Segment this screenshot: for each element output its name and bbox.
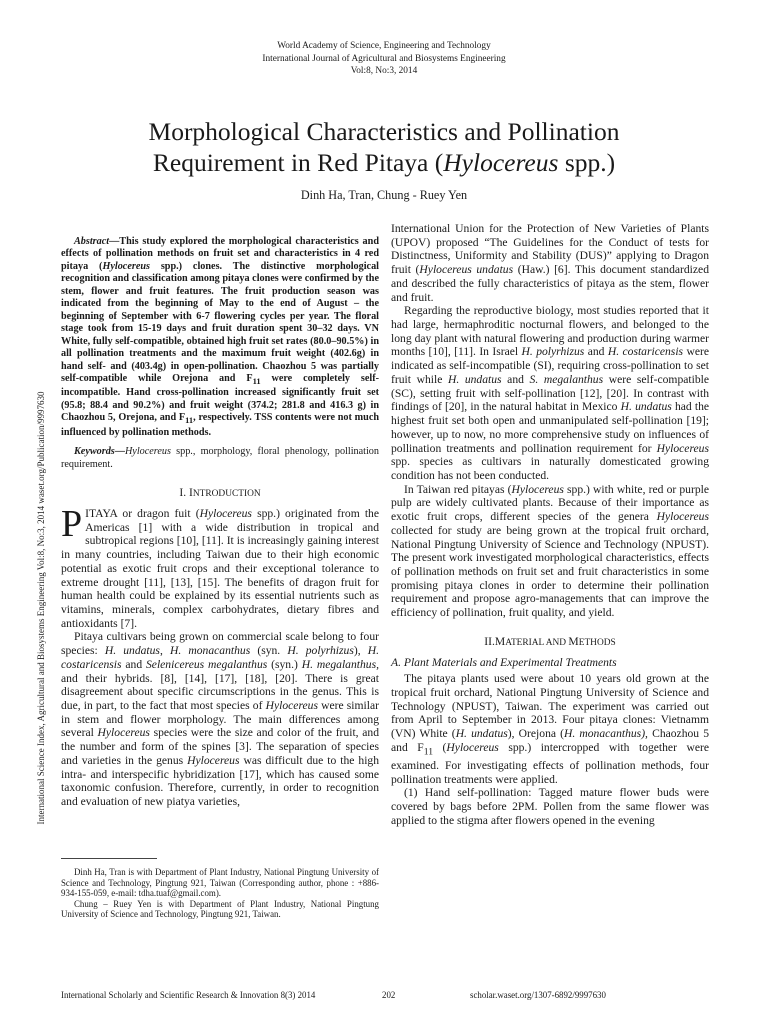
journal-header [0,40,768,78]
section-heading-introduction: I. INTRODUCTION [179,486,261,500]
journal-volume: Vol:8, No:3, 2014 [350,66,418,76]
journal-publisher: World Academy of Science, Engineering and Technology [277,41,491,51]
intro-paragraph-1: PITAYA or dragon fuit (Hylocereus spp.) originated from the Americas [1] with a wide distribution in tropical and subtropical regions [10], [11]. It is increasingly gaining interest in many countries, including Taiwan due to their high economic potential as exotic fruit crops and their exceptional tolerance to extreme drought [11], [13], [15]. The benefits of dragon fruit for human health could be explained by its essential nutrients such as vitamins, minerals, complex carbohydrates, dietary fibres and antioxidants [7]. [61,502,379,630]
title-line-2a: Requirement in Red Pitaya ( [152,148,444,177]
right-paragraph-1: International Union for the Protection of New Varieties of Plants (UPOV) proposed “The Guidelines for the Conduct of tests for Distinctness, Uniformity and Stability (DUS)” applying to Dragon fruit (Hylocereus undatus (Haw.) [6]. This document standardized and described the fully characteristics of pitaya as the stem, flower and fruit. [391,222,709,304]
subsection-heading-a: A. Plant Materials and Experimental Treatments [391,655,617,669]
right-column [391,222,709,828]
right-paragraph-5: (1) Hand self-pollination: Tagged mature flower buds were covered by bags before 2PM. Pollen from the same flower was applied to the stigma after flowers opened in the evening [391,786,709,827]
paper-title [40,116,728,178]
right-paragraph-3: In Taiwan red pitayas (Hylocereus spp.) with white, red or purple pulp are widely cultivated plants. Because of their importance as exotic fruit crops, different species of the genera Hylocereus collected for study are being grown at the tropical fruit orchard, National Pingtung University of Science and Technology (NPUST). The present work investigated morphological characteristics, effects of pollination methods on fruit set and fruit characteristics in some promising pitaya clones in order to determine their pollination requirement and propose agro-managements that can improve the efficiency of pollination, fruit quality, and yield. [391,482,709,620]
title-line-1: Morphological Characteristics and Pollination [148,117,620,146]
footer-url[interactable]: scholar.waset.org/1307-6892/9997630 [470,990,606,1000]
authors: Dinh Ha, Tran, Chung - Ruey Yen [300,188,468,202]
intro-paragraph-2: Pitaya cultivars being grown on commercial scale belong to four species: H. undatus, H. monacanthus (syn. H. polyrhizus), H. costaricensis and Selenicereus megalanthus (syn.) H. megalanthus, and their hybrids. [8], [14], [17], [18], [20]. There is great disagreement about specific circumscriptions in the genus. This is due, in part, to the fact that most species of Hylocereus were similar in stem and flower morphology. The main differences among several Hylocereus species were the size and color of the fruit, and the number and form of the spines [3]. The separation of species and varieties in the genus Hylocereus was difficult due to the high intra- and interspecific hybridization [17], which has caused some taxonomic confusion. Therefore, currently, in order to recognition and evaluation of new piatya varieties, [61,630,380,809]
footnotes [61,867,379,920]
title-line-2b: spp.) [558,148,616,177]
section-heading-methods: II.MATERIAL AND METHODS [484,634,616,648]
footnote-author-2: Chung – Ruey Yen is with Department of Plant Industry, National Pingtung University of Science and Technology, Pingtung 921, Taiwan. [61,898,379,920]
right-paragraph-2: Regarding the reproductive biology, most studies reported that it had large, hermaphroditic nocturnal flowers, and belonged to the long day plant with natural flowering and production during warmer months [10], [11]. In Israel H. polyrhizus and H. costaricensis were indicated as self-incompatible (SI), requiring cross-pollination to set fruit while H. undatus and S. megalanthus were self-compatible (SC), setting fruit with self-pollination [12], [20]. In contrast with findings of [20], in the natural habitat in Mexico H. undatus had the highest fruit set both open and unmanipulated self-pollination [19]; however, up to now, no more comprehensive study on influences of pollination treatments and pollination requirement for Hylocereus spp. species as cultivars in naturally domesticated growing condition has not been conducted. [391,304,710,482]
keywords-label: Keywords [74,446,115,458]
side-index-text: International Science Index, Agricultural and Biosystems Engineering Vol:8, No:3, 2014 waset.org/Publication/9997630 [36,391,46,825]
footnote-author-1: Dinh Ha, Tran is with Department of Plant Industry, National Pingtung University of Science and Technology, Pingtung 921, Taiwan (Corresponding author, phone : +886-934-155-059, e-mail: tdha.tuaf@gmail.com). [61,867,379,899]
footer-journal: International Scholarly and Scientific Research & Innovation 8(3) 2014 [61,990,316,1000]
left-column [61,236,379,809]
right-paragraph-4: The pitaya plants used were about 10 years old grown at the tropical fruit orchard, National Pingtung University of Science and Technology (NPUST), Taiwan. The experiment was carried out from April to September in 2013. Four pitaya clones: Vietnamm (VN) White (H. undatus), Orejona (H. monacanthus), Chaozhou 5 and $F_{11}$ (Hylocereus spp.) intercropped with together were examined. For investigating effects of pollination methods, four pollination treatments were applied. [391,672,710,786]
abstract-label: Abstract [74,236,110,247]
drop-cap: P [61,502,83,545]
journal-name: International Journal of Agricultural and Biosystems Engineering [262,53,506,64]
keywords: Keywords—Hylocereus spp., morphology, floral phenology, pollination requirement. [61,446,379,470]
abstract: Abstract—This study explored the morphological characteristics and effects of pollination methods on fruit set and characteristics in 4 red pitaya (Hylocereus spp.) clones. The distinctive morphological recognition and classification among pitaya clones were confirmed by the stem, flower and fruit features. The fruit production season was indicated from the beginning of May to the end of August – the beginning of September with 6-7 flowering cycles per year. The floral stage took from 15-19 days and fruit duration spent 30–32 days. VN White, fully self-compatible, obtained high fruit set rates (80.0–90.5%) in all pollination treatments and the maximum fruit weight (402.6g) in hand self- and (403.4g) in open-pollination. Chaozhou 5 was partially self-compatible while Orejona and $F_{11}$ were completely self-incompatible. Hand cross-pollination increased significantly fruit set (95.8; 88.4 and 90.2%) and fruit weight (374.2; 281.8 and 416.3 g) in Chaozhou 5, Orejona, and $F_{11}$, respectively. TSS contents were not much influenced by pollination methods. [61,236,380,438]
footnote-divider [61,858,157,859]
page-number: 202 [382,990,396,1000]
title-genus: Hylocereus [443,148,559,177]
